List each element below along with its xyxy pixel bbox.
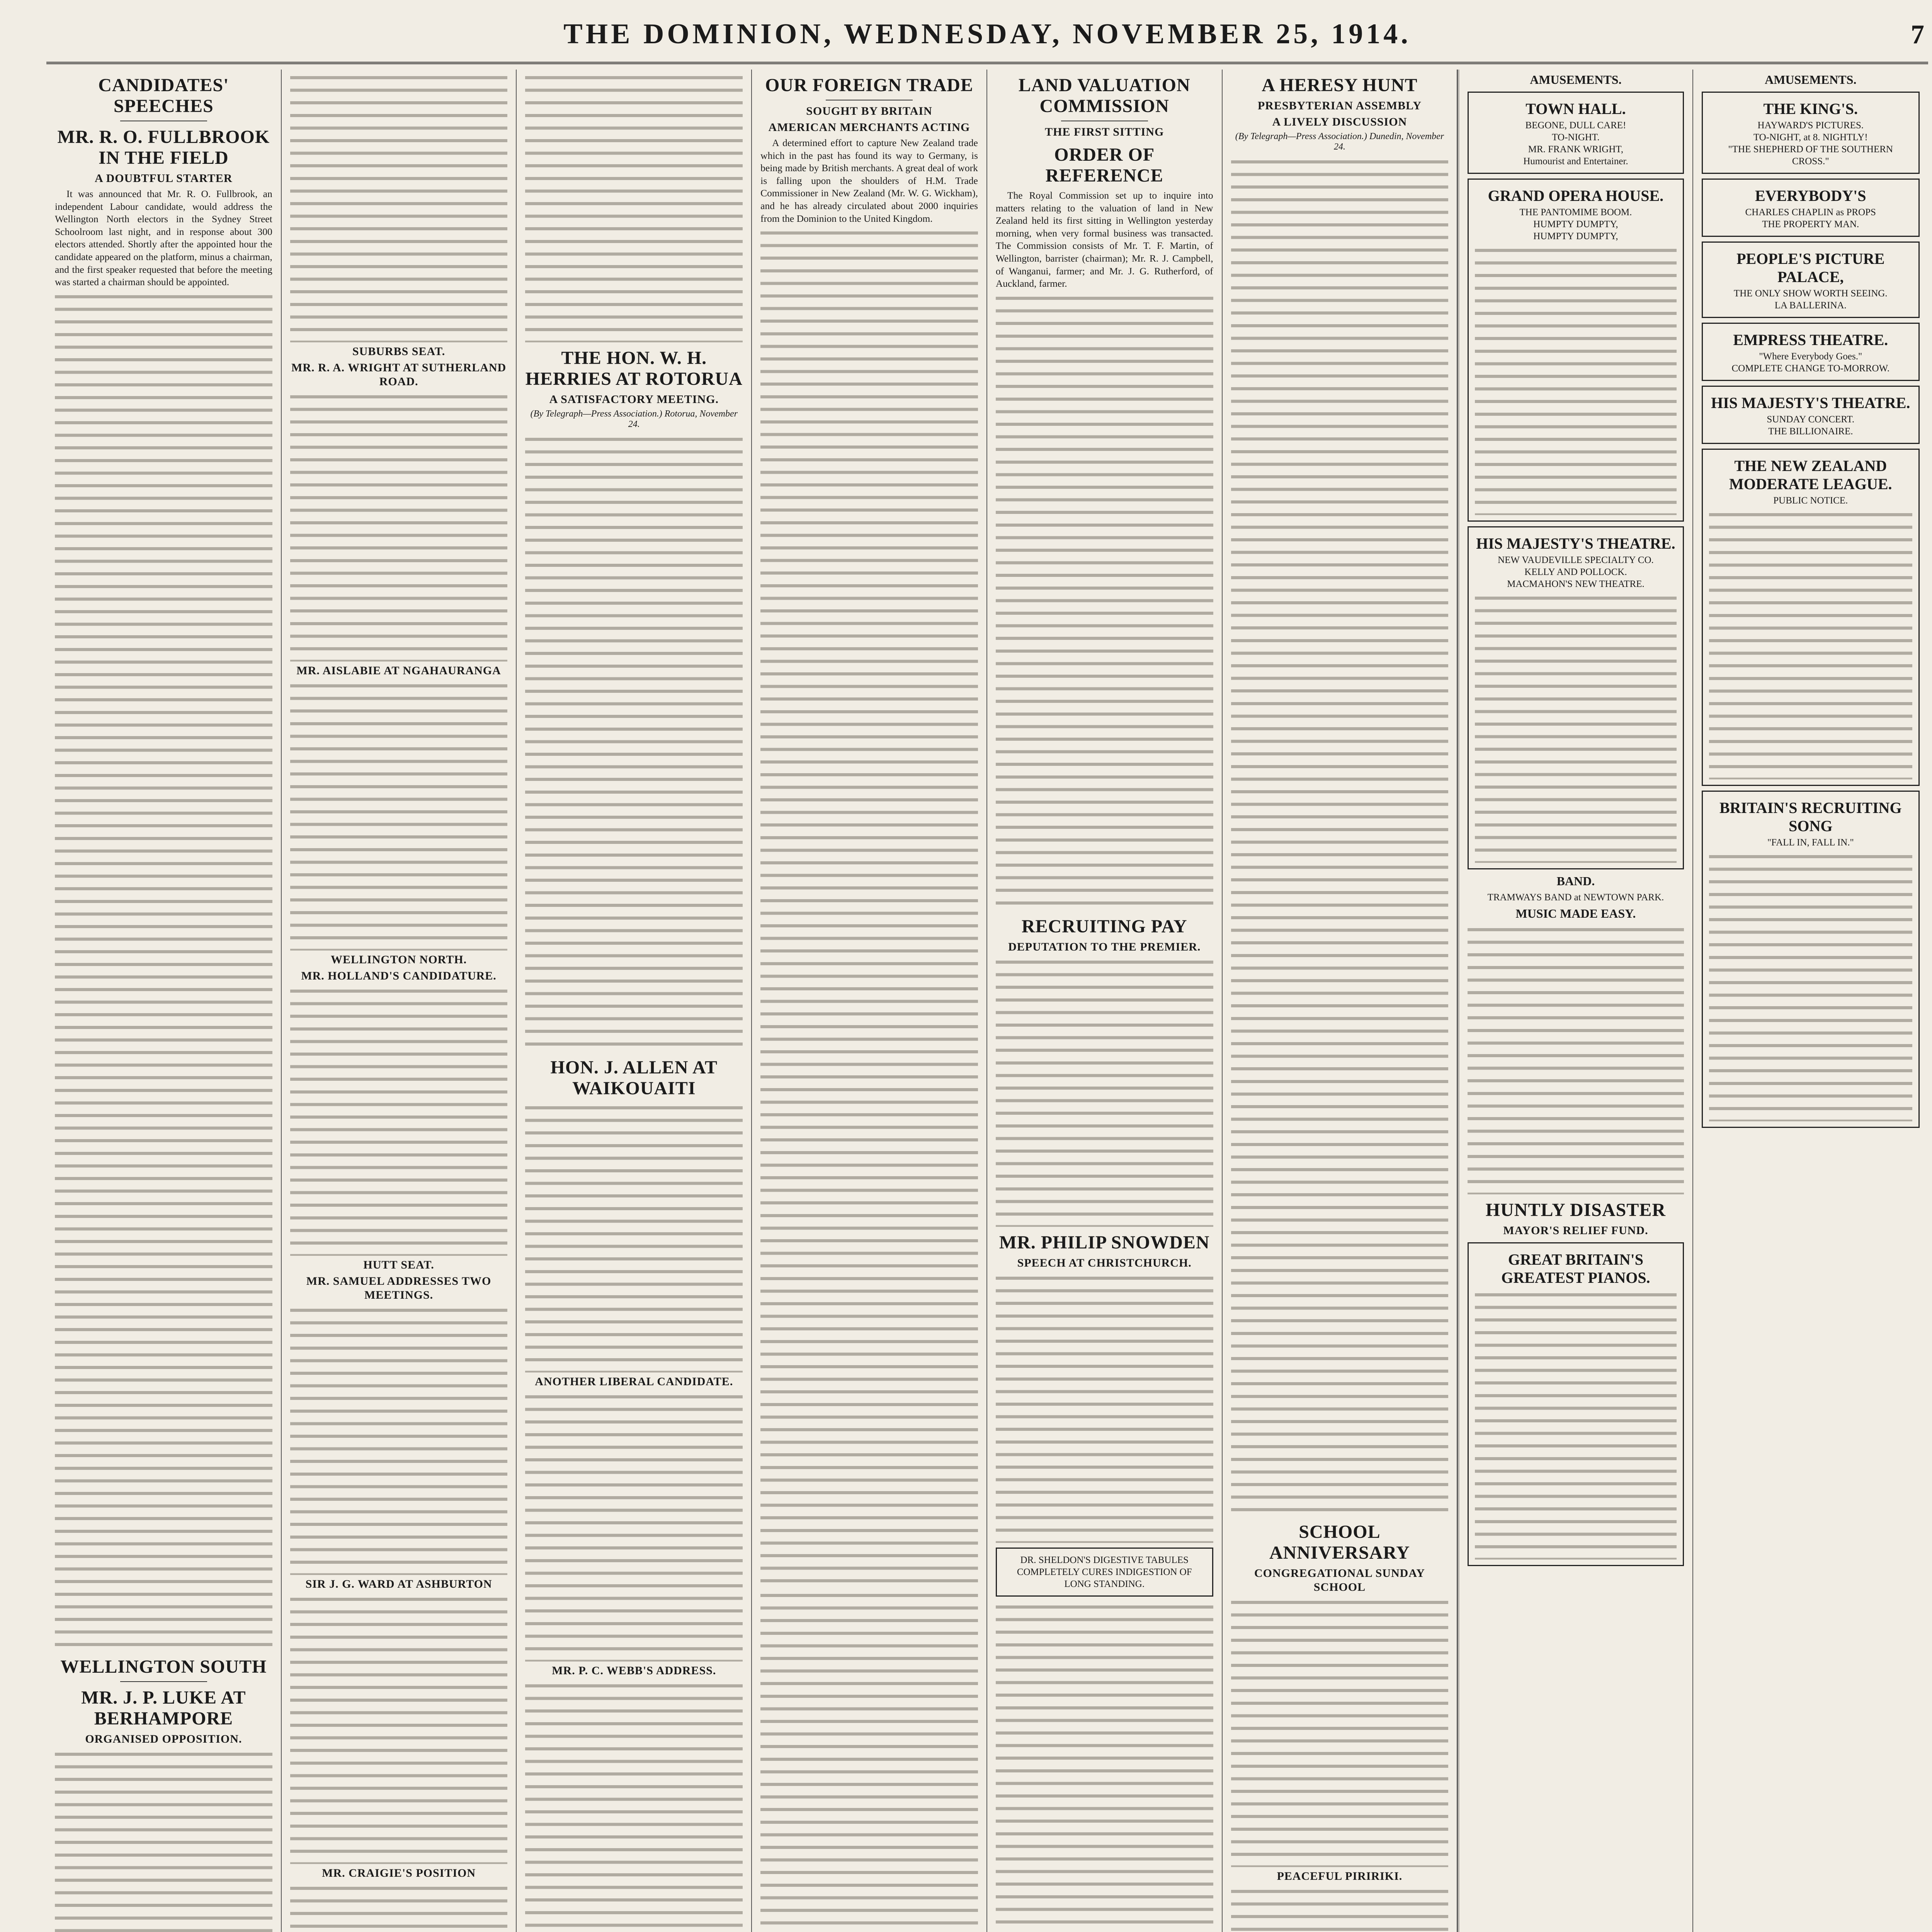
article-body (760, 1590, 978, 1932)
section-label: BAND. (1556, 874, 1595, 888)
section-label: AMUSEMENTS. (1765, 73, 1857, 87)
column-8 (1693, 70, 1928, 1932)
headline: THE HON. W. H. HERRIES AT ROTORUA (525, 348, 743, 389)
article-body (996, 1272, 1213, 1543)
ad-line: HUMPTY DUMPTY, (1533, 231, 1618, 242)
ad-line: PUBLIC NOTICE. (1773, 495, 1848, 506)
ad-line: MR. FRANK WRIGHT, (1528, 144, 1624, 155)
columns (46, 70, 1928, 1932)
subheadline: CONGREGATIONAL SUNDAY SCHOOL (1254, 1567, 1425, 1594)
article-body (290, 1304, 508, 1575)
masthead (46, 15, 1928, 64)
article-body (996, 1601, 1213, 1932)
article-body (290, 985, 508, 1256)
ad-line: "FALL IN, FALL IN." (1767, 837, 1854, 848)
ad-line: LA BALLERINA. (1774, 300, 1847, 311)
advertisement (1468, 179, 1684, 522)
advertisement (1702, 449, 1920, 786)
ad-line: HAYWARD'S PICTURES. (1757, 120, 1864, 131)
article-body (55, 291, 272, 1651)
article-body (525, 1102, 743, 1372)
page-number: 7 (1911, 20, 1924, 49)
subheadline: PRESBYTERIAN ASSEMBLY (1257, 99, 1422, 112)
subheadline: HUTT SEAT. (363, 1259, 434, 1271)
advertisement (996, 1548, 1213, 1597)
ad-line: BEGONE, DULL CARE! (1525, 120, 1626, 131)
subheadline: SOUGHT BY BRITAIN (806, 105, 932, 117)
column-7 (1458, 70, 1693, 1932)
ad-title: EMPRESS THEATRE. (1733, 331, 1888, 349)
ad-line: CHARLES CHAPLIN as PROPS (1745, 207, 1876, 218)
ad-line: Humourist and Entertainer. (1523, 156, 1628, 167)
headline: RECRUITING PAY (1021, 916, 1187, 937)
headline: MR. R. O. FULLBROOK IN THE FIELD (57, 127, 270, 168)
article-body (290, 1594, 508, 1864)
column-5 (987, 70, 1223, 1932)
subheadline: MR. SAMUEL ADDRESSES TWO MEETINGS. (306, 1275, 492, 1301)
subheadline: AMERICAN MERCHANTS ACTING (768, 121, 970, 134)
headline: HUNTLY DISASTER (1485, 1200, 1666, 1220)
advertisement (1702, 791, 1920, 1128)
article-text: It was announced that Mr. R. O. Fullbrook, an independent Labour candidate, would address the Wellington North electors in the Sydney Street Schoolroom last night, and in response about 300 electors attended. Shortly after the appointed hour the candidate appeared on the platform, minus a chairman, and the first speaker requested that before the meeting was started a chairman should be appointed. (55, 188, 272, 288)
advertisement (1468, 1242, 1684, 1566)
advertisement (1702, 179, 1920, 237)
headline: LAND VALUATION COMMISSION (1018, 75, 1190, 116)
subheadline: SIR J. G. WARD AT ASHBURTON (305, 1578, 492, 1590)
advertisement (1702, 386, 1920, 444)
subheadline: THE FIRST SITTING (1045, 126, 1164, 138)
article-body (1231, 156, 1449, 1516)
column-6 (1223, 70, 1458, 1932)
ad-line: TO-NIGHT. (1552, 132, 1600, 143)
headline: OUR FOREIGN TRADE (765, 75, 973, 95)
ad-title: HIS MAJESTY'S THEATRE. (1711, 394, 1910, 412)
advertisement (1702, 242, 1920, 318)
advertisement (1468, 526, 1684, 869)
article-body (290, 680, 508, 951)
divider (120, 1681, 207, 1682)
subheadline: A DOUBTFUL STARTER (95, 172, 233, 185)
subheadline: MR. CRAIGIE'S POSITION (322, 1867, 476, 1879)
subheadline: SPEECH AT CHRISTCHURCH. (1017, 1256, 1192, 1269)
dateline: (By Telegraph—Press Association.) Dunedin, November 24. (1235, 131, 1444, 152)
ad-title: GREAT BRITAIN'S GREATEST PIANOS. (1501, 1251, 1650, 1286)
ad-line: COMPLETE CHANGE TO-MORROW. (1731, 363, 1890, 374)
article-text: The Royal Commission set up to inquire into matters relating to the valuation of land in New Zealand held its first sitting in Wellington yesterday morning, when very formal business was transacted. The Commission consists of Mr. T. F. Martin, of Wellington, barrister (chairman); Mr. R. J. Campbell, of Wanganui, farmer; and Mr. J. G. Rutherford, of Auckland, farmer. (995, 190, 1213, 289)
article-body (525, 434, 743, 1052)
ad-line: TRAMWAYS BAND at NEWTOWN PARK. (1487, 892, 1664, 903)
ad-title: THE KING'S. (1763, 100, 1858, 117)
ad-line: "Where Everybody Goes." (1759, 351, 1862, 362)
article-body (55, 1748, 272, 1932)
article-body (996, 293, 1213, 911)
ad-line: THE ONLY SHOW WORTH SEEING. (1733, 288, 1888, 299)
article-body (525, 1680, 743, 1932)
ad-title: TOWN HALL. (1526, 100, 1626, 117)
headline: ORDER OF REFERENCE (1045, 145, 1163, 186)
ad-title: HIS MAJESTY'S THEATRE. (1476, 535, 1675, 552)
ad-body (1468, 924, 1684, 1194)
ad-line: NEW VAUDEVILLE SPECIALTY CO. (1498, 555, 1654, 565)
subheadline: PEACEFUL PIRIRIKI. (1277, 1870, 1403, 1883)
ad-line: THE BILLIONAIRE. (1768, 426, 1853, 437)
ad-title: GRAND OPERA HOUSE. (1488, 187, 1664, 204)
ad-title: PEOPLE'S PICTURE PALACE, (1736, 250, 1885, 286)
headline: A HERESY HUNT (1262, 75, 1418, 95)
article-body (1231, 1886, 1449, 1932)
newspaper-title: THE DOMINION, WEDNESDAY, NOVEMBER 25, 1914. (563, 18, 1411, 50)
ad-line: HUMPTY DUMPTY, (1533, 219, 1618, 230)
subheadline: A SATISFACTORY MEETING. (549, 393, 719, 406)
ad-line: TO-NIGHT, at 8. NIGHTLY! (1753, 132, 1868, 143)
ad-line: THE PANTOMIME BOOM. (1519, 207, 1632, 218)
subheadline: MR. R. A. WRIGHT AT SUTHERLAND ROAD. (291, 361, 507, 388)
article-body (525, 1391, 743, 1662)
ad-line: THE PROPERTY MAN. (1762, 219, 1859, 230)
column-4 (752, 70, 987, 1932)
article-body (525, 72, 743, 342)
subheadline: MAYOR'S RELIEF FUND. (1503, 1224, 1648, 1237)
headline: CANDIDATES' SPEECHES (98, 75, 229, 116)
ad-line: "THE SHEPHERD OF THE SOUTHERN CROSS." (1728, 144, 1893, 167)
advertisement (1702, 323, 1920, 381)
headline: WELLINGTON SOUTH (60, 1656, 267, 1677)
headline: MR. J. P. LUKE AT BERHAMPORE (81, 1687, 246, 1729)
article-body (290, 72, 508, 342)
subheadline: MR. P. C. WEBB'S ADDRESS. (552, 1664, 716, 1677)
ad-title: THE NEW ZEALAND MODERATE LEAGUE. (1729, 457, 1892, 493)
column-3 (517, 70, 752, 1932)
ad-body (1475, 245, 1676, 515)
subheadline: ANOTHER LIBERAL CANDIDATE. (535, 1375, 733, 1388)
subheadline: A LIVELY DISCUSSION (1272, 116, 1407, 128)
ad-body (1475, 1289, 1676, 1560)
article-body (996, 956, 1213, 1227)
section-label: MUSIC MADE EASY. (1515, 906, 1636, 920)
headline: MR. PHILIP SNOWDEN (999, 1232, 1210, 1253)
dateline: (By Telegraph—Press Association.) Rotorua, November 24. (530, 409, 738, 429)
article-body (290, 1883, 508, 1932)
article-body (290, 391, 508, 662)
ad-body (1709, 509, 1912, 779)
advertisement (1702, 92, 1920, 174)
ad-text: DR. SHELDON'S DIGESTIVE TABULES COMPLETELY CURES INDIGESTION OF LONG STANDING. (1017, 1554, 1192, 1589)
ad-body (1475, 592, 1676, 863)
ad-line: KELLY AND POLLOCK. (1524, 567, 1627, 577)
subheadline: SUBURBS SEAT. (352, 345, 446, 358)
article-text: A determined effort to capture New Zealand trade which in the past has found its way to Germany, is being made by British merchants. A great deal of work is falling upon the shoulders of H.M. Trade Commissioner in New Zealand (Mr. W. G. Wickham), and he has already circulated about 2000 inquiries from the Dominion to the United Kingdom. (760, 137, 978, 224)
ad-line: MACMAHON'S NEW THEATRE. (1507, 579, 1645, 589)
column-2 (282, 70, 517, 1932)
subheadline: MR. HOLLAND'S CANDIDATURE. (301, 969, 497, 982)
ad-line: SUNDAY CONCERT. (1767, 414, 1855, 425)
ad-body (1709, 851, 1912, 1121)
subheadline: ORGANISED OPPOSITION. (85, 1732, 242, 1745)
subheadline: WELLINGTON NORTH. (331, 953, 467, 966)
subheadline: DEPUTATION TO THE PREMIER. (1008, 940, 1201, 953)
section-label: AMUSEMENTS. (1530, 73, 1622, 87)
article-body (760, 227, 978, 1587)
subheadline: MR. AISLABIE AT NGAHAURANGA (296, 664, 501, 677)
article-body (1231, 1597, 1449, 1867)
headline: SCHOOL ANNIVERSARY (1269, 1522, 1410, 1563)
column-1 (46, 70, 282, 1932)
advertisement (1468, 92, 1684, 174)
ad-title: EVERYBODY'S (1755, 187, 1866, 204)
ad-title: BRITAIN'S RECRUITING SONG (1719, 799, 1902, 835)
headline: HON. J. ALLEN AT WAIKOUAITI (550, 1057, 718, 1099)
